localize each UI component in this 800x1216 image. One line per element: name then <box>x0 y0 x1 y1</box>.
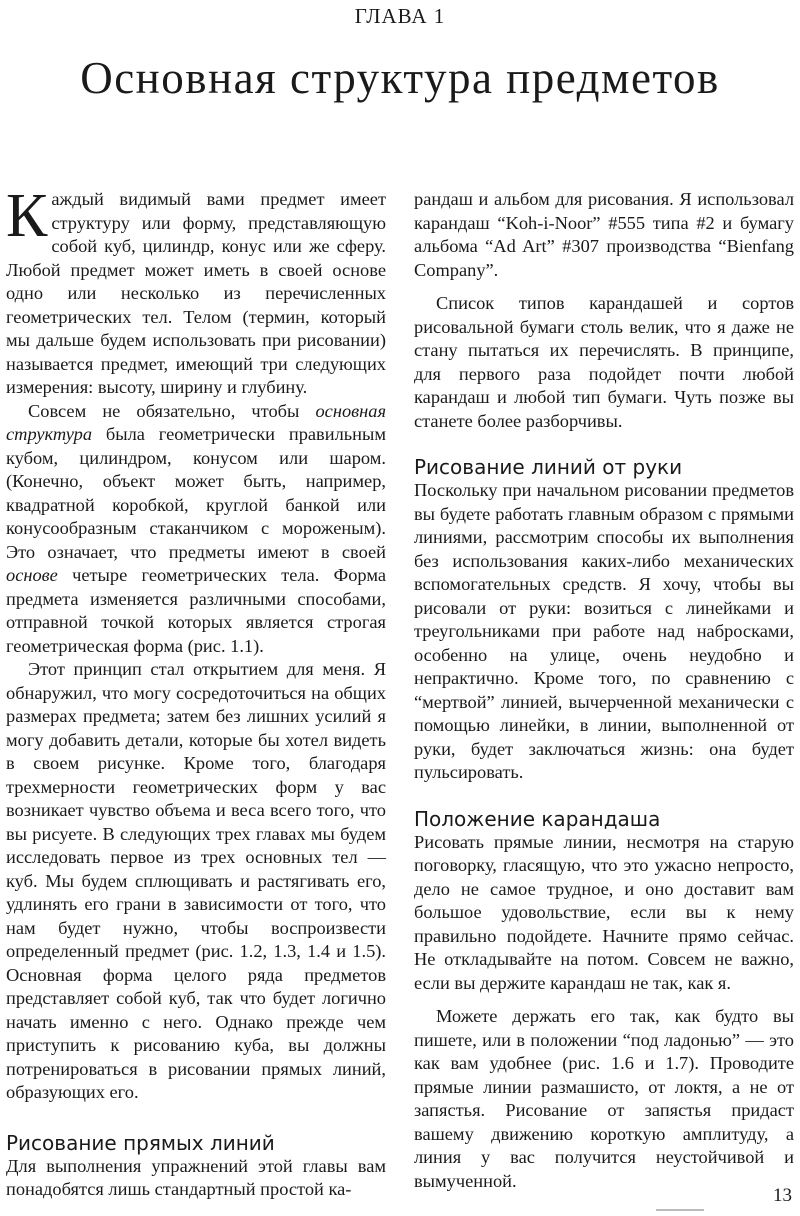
emphasis: основе <box>6 565 58 585</box>
paragraph: рандаш и альбом для рисования. Я использовал карандаш “Koh-i-Noor” #555 типа #2 и бумагу альбома “Ad Art” #307 производства “Bienfang Company”. <box>414 189 794 280</box>
paragraph-text: аждый видимый вами предмет имеет структуру или форму, представляющую собой куб, цилиндр, конус или же сферу. Любой предмет может иметь в своей основе одно или несколько из перечисленных геометрических тел. Телом (термин, который мы дальше будем использовать при рисовании) называется предмет, имеющий три следующих измерения: высоту, ширину и глубину. <box>6 189 386 397</box>
paragraph: Список типов карандашей и сортов рисовальной бумаги столь велик, что я даже не стану пытаться их перечислять. В принципе, для первого раза подойдет почти любой карандаш и любой тип бумаги. Чуть позже вы станете более разборчивы. <box>414 293 794 431</box>
paragraph: Можете держать его так, как будто вы пишете, или в положении “под ладонью” — это как вам удобнее (рис. 1.6 и 1.7). Проводите прямые линии размашисто, от локтя, а не от запястья. Рисование от запястья придаст вашему движению короткую амплитуду, а линия у вас получится неустойчивой и вымученной. <box>414 1006 794 1191</box>
chapter-label: ГЛАВА 1 <box>354 4 446 28</box>
footer-rule <box>656 1209 704 1211</box>
text-run: Совсем не обязательно, чтобы <box>28 400 316 421</box>
chapter-title: Основная структура предметов <box>80 53 720 103</box>
text-run: четыре геометрических тела. Форма предмета изменяется различными способами, отправной точкой которых является строгая геометрическая форма (рис. 1.1). <box>6 565 386 656</box>
section-heading: Рисование прямых линий <box>6 1130 275 1155</box>
page-number: 13 <box>773 1185 792 1206</box>
paragraph: Этот принцип стал открытием для меня. Я обнаружил, что могу сосредоточиться на общих размерах предмета; затем без лишних усилий я могу добавить детали, которые бы хотел видеть в своем рисунке. Кроме того, благодаря трехмерности геометрических форм у вас возникает чувство объема и веса всего того, что вы рисуете. В следующих трех главах мы будем исследовать первое из трех основных тел — куб. Мы будем сплющивать и растягивать его, удлинять его грани в зависимости от того, что нам будет нужно, чтобы воспроизвести определенный предмет (рис. 1.2, 1.3, 1.4 и 1.5). Основная форма целого ряда предметов представляет собой куб, так что будет логично начать именно с него. Однако прежде чем приступить к рисованию куба, вы должны потренироваться в рисовании прямых линий, образующих его. <box>6 659 386 1102</box>
paragraph: Рисовать прямые линии, несмотря на старую поговорку, гласящую, что это ужасно непросто, дело не самое трудное, и оно доставит вам большое удовольствие, если вы к нему правильно подойдете. Начните прямо сейчас. Не откладывайте на потом. Совсем не важно, если вы держите карандаш не так, как я. <box>414 831 794 993</box>
paragraph <box>6 400 386 659</box>
paragraph: Для выполнения упражнений этой главы вам понадобятся лишь стандартный простой ка- <box>6 1155 386 1199</box>
left-column <box>6 182 386 1202</box>
emphasis: основная структура <box>6 400 386 444</box>
right-column <box>414 188 794 1193</box>
paragraph: Поскольку при начальном рисовании предметов вы будете работать главным образом с прямыми линиями, рассмотрим способы их выполнения без использования каких-либо механических вспомогательных средств. Я хочу, чтобы вы рисовали от руки: возиться с линейками и треугольниками при работе над набросками, особенно на улице, очень неудобно и непрактично. Кроме того, по сравнению с “мертвой” линией, вычерченной механически с помощью линейки, в линии, выполненной от руки, будет заключаться жизнь: она будет пульсировать. <box>414 480 794 782</box>
paragraph <box>6 182 386 400</box>
drop-cap: К <box>6 182 48 250</box>
section-heading: Рисование линий от руки <box>414 455 683 479</box>
text-run: была геометрически правильным кубом, цилиндром, конусом или шаром. (Конечно, объект может быть, например, квадратной коробкой, круглой банкой или конусообразным стаканчиком с мороженым). Это означает, что предметы имеют в своей <box>6 424 386 562</box>
section-heading: Положение карандаша <box>414 806 661 831</box>
